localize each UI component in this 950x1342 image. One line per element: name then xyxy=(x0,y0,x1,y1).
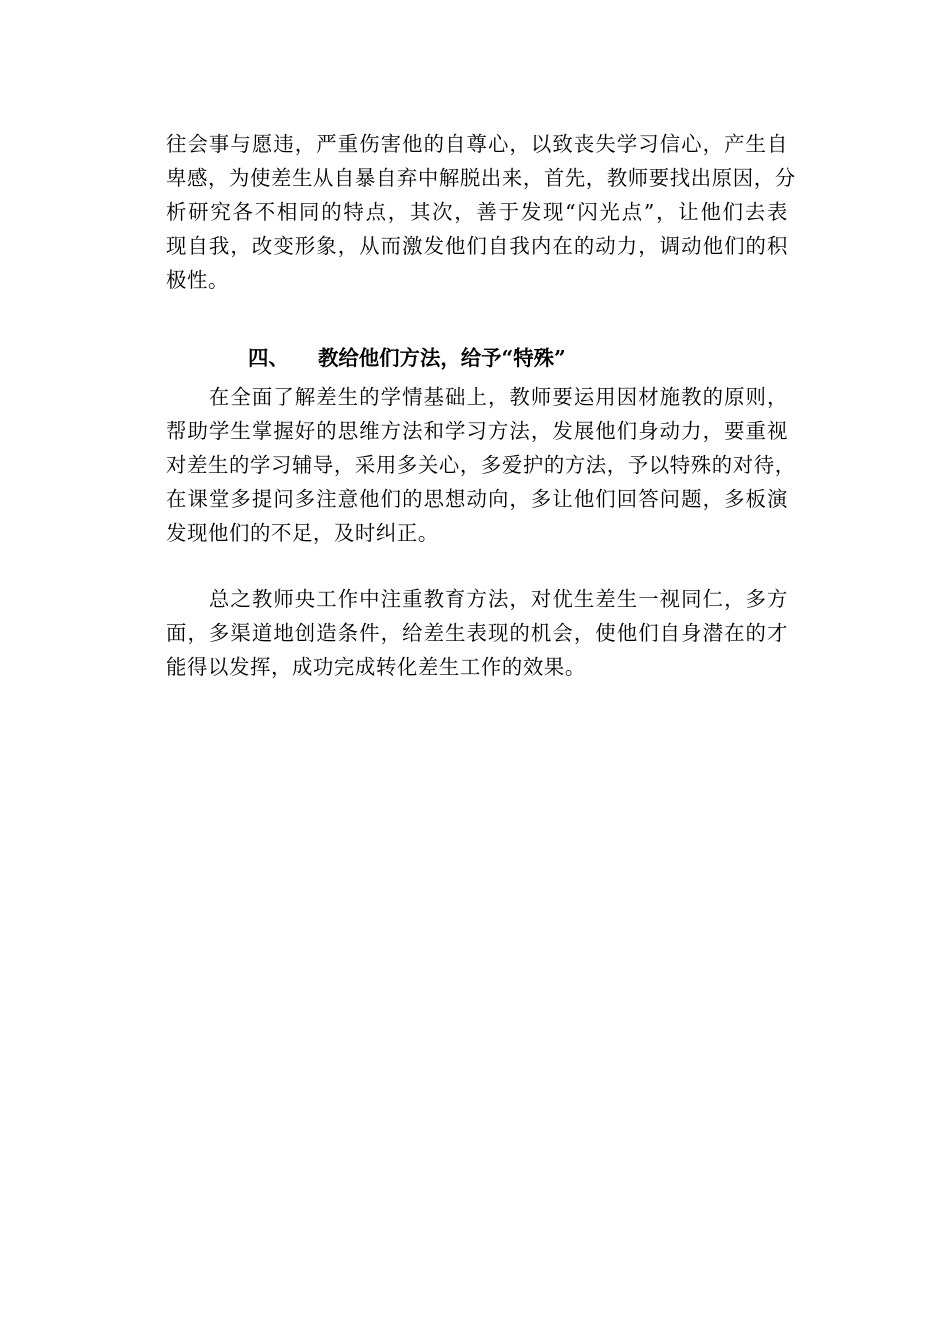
paragraph-line: 面，多渠道地创造条件，给差生表现的机会，使他们自身潜在的才 xyxy=(166,621,788,645)
section-number: 四、 xyxy=(248,346,289,370)
paragraph-line: 能得以发挥，成功完成转化差生工作的效果。 xyxy=(166,655,586,679)
section-heading xyxy=(248,341,566,375)
paragraph-line: 总之教师央工作中注重教育方法，对优生差生一视同仁，多方 xyxy=(166,587,788,611)
paragraph-line: 发现他们的不足，及时纠正。 xyxy=(166,521,439,545)
section-title: 教给他们方法，给予“特殊” xyxy=(318,346,566,370)
paragraph-line: 帮助学生掌握好的思维方法和学习方法，发展他们身动力，要重视 xyxy=(166,419,788,443)
paragraph-line: 在课堂多提问多注意他们的思想动向，多让他们回答问题，多板演 xyxy=(166,487,788,511)
paragraph-line: 现自我，改变形象，从而激发他们自我内在的动力，调动他们的积 xyxy=(166,234,788,258)
paragraph-1 xyxy=(166,127,796,297)
paragraph-line: 对差生的学习辅导，采用多关心，多爱护的方法，予以特殊的对待， xyxy=(166,453,796,477)
paragraph-line: 卑感，为使差生从自暴自弃中解脱出来，首先，教师要找出原因，分 xyxy=(166,166,796,190)
paragraph-line: 往会事与愿违，严重伤害他的自尊心，以致丧失学习信心，产生自 xyxy=(166,132,788,156)
paragraph-line: 在全面了解差生的学情基础上，教师要运用因材施教的原则， xyxy=(166,385,788,409)
paragraph-line: 极性。 xyxy=(166,268,229,292)
paragraph-3 xyxy=(166,582,788,684)
paragraph-line: 析研究各不相同的特点，其次，善于发现“闪光点”，让他们去表 xyxy=(166,200,788,224)
paragraph-2 xyxy=(166,380,796,550)
